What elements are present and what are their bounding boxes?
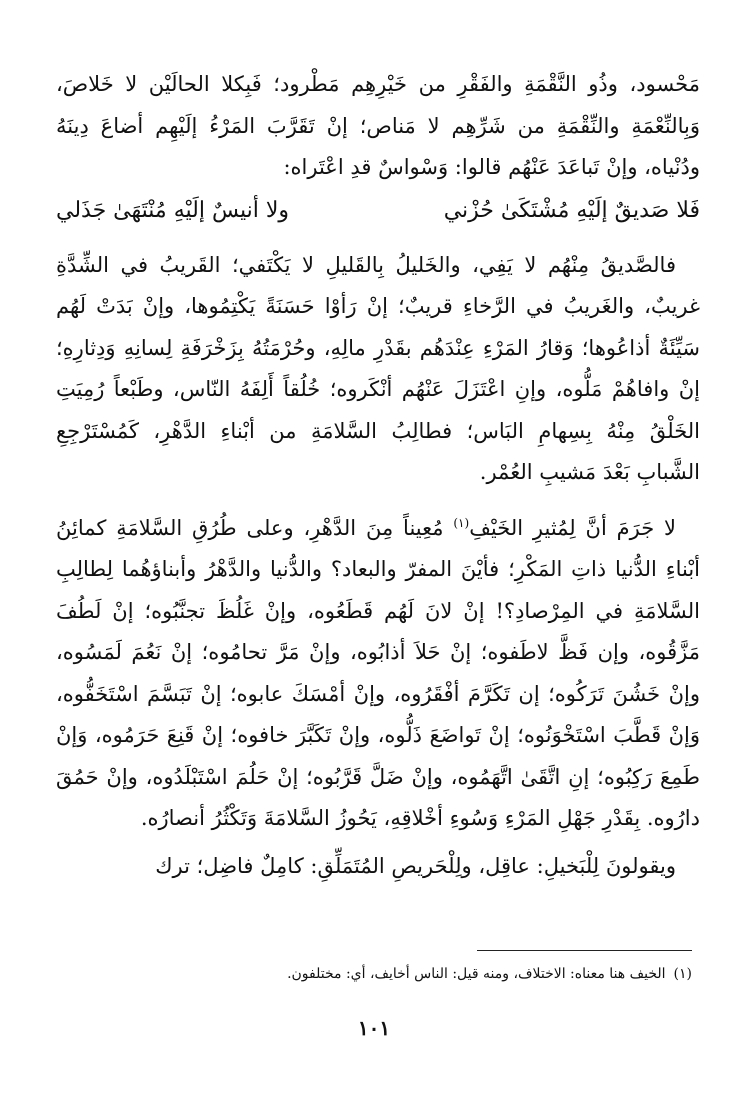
verse-first-hemistich: فَلا صَديقٌ إلَيْهِ مُشْتَكَىٰ حُزْني	[443, 197, 700, 223]
footnote-divider	[477, 950, 692, 951]
verse-second-hemistich: ولا أنيسٌ إلَيْهِ مُنْتَهَىٰ جَذَلي	[56, 197, 290, 223]
paragraph-2: فالصَّديقُ مِنْهُم لا يَفِي، والخَليلُ بِالقَليلِ لا يَكْتَفي؛ القَريبُ في الشِّدَّةِ غريبٌ، والغَريبُ في الرَّخاءِ قريبٌ؛ إنْ رَأوْا حَسَنَةً يَكْتِمُوها، وإنْ بَدَتْ لَهُم سَيِّئَةٌ أذاعُوها؛ وَقارُ المَرْءِ عِنْدَهُم بقَدْرِ مالِهِ، وحُرْمَتُهُ بِزَخْرَفَةِ لِسانِهِ وَدِثارِهِ؛ إنْ وافاهُمْ مَلُّوه، وإنِ اعْتَزَلَ عَنْهُم أنْكَروه؛ خُلُقاً أَلِفَهُ النّاس، وطَبْعاً رُمِيَتِ الخَلْقُ مِنْهُ بِسِهامِ البَاس؛ فطالِبُ السَّلامَةِ من أبْناءِ الدَّهْرِ، كَمُسْتَرْجِعِ الشَّبابِ بَعْدَ مَشيبِ العُمْر.	[56, 252, 700, 484]
poem-verse	[56, 191, 700, 231]
page-body	[56, 64, 700, 887]
page-number: ١٠١	[357, 1016, 391, 1040]
paragraph-1: مَحْسود، وذُو النَّقْمَةِ والفَقْرِ من خَيْرِهِم مَطْرود؛ فَبِكلا الحالَيْن لا خَلاصَ، وَبِالنِّعْمَةِ والنِّقْمَةِ من شَرِّهِم لا مَناص؛ إنْ تَقَرَّبَ المَرْءُ إلَيْهِم أضاعَ دِينَهُ ودُنْياه، وإنْ تَباعَدَ عَنْهُم قالوا: وَسْواسٌ قدِ اعْتَراه:	[56, 72, 700, 179]
paragraph-4: ويقولونَ لِلْبَخيلِ: عاقِل، ولِلْحَريصِ المُتَمَلِّقِ: كامِلٌ فاضِل؛ ترك	[155, 853, 676, 878]
paragraph-3-start: لا جَرَمَ أنَّ لِمُثيرِ الخَيْفِ	[469, 515, 677, 540]
paragraph-3-rest: مُعِيناً مِنَ الدَّهْرِ، وعلى طُرُقِ السَّلامَةِ كمائِنُ أبْناءِ الدُّنيا ذاتِ المَكْرِ؛ فأيْنَ المفرّ والبعاد؟ والدُّنيا والدَّهْرُ وأبناؤهُما لِطالِبِ السَّلامَةِ في المِرْصادِ؟! إنْ لانَ لَهُم قَطَعُوه، وإنْ غَلُظَ تجنَّبُوه؛ إنْ لَطُفَ مَزَّقُوه، وإن فَظَّ لاطَفوه؛ إنْ حَلاَ أذابُوه، وإنْ مَرَّ تحامُوه؛ إنْ نَعُمَ لَمَسُوه، وإنْ خَشُنَ تَرَكُوه؛ إن تَكَرَّمَ أفْقَرُوه، وإنْ أمْسَكَ عابوه؛ إنْ تَبَسَّمَ اسْتَخَفُّوه، وَإنْ قَطَّبَ اسْتَخْوَنُوه؛ إنْ تَواضَعَ ذَلُّوه، وإنْ تَكَبَّرَ خافوه؛ إنْ قَنِعَ حَرَمُوه، وَإنْ طَمِعَ رَكِبُوه؛ إنِ اتَّقَىٰ اتَّهَمُوه، وإنْ ضَلَّ قَرَّبُوه؛ إنْ حَلُمَ اسْتَبْلَدُوه، وإنْ حَمُقَ دارُوه. بِقَدْرِ جَهْلِ المَرْءِ وَسُوءِ أخْلاقِهِ، يَحُوزُ السَّلامَةَ وَتَكْثُرُ أنصارُه.	[56, 515, 700, 830]
footnote-text: الخيف هنا معناه: الاختلاف، ومنه قيل: الناس أخايف، أي: مختلفون.	[287, 966, 666, 982]
paragraph-3	[56, 508, 700, 840]
footnote-reference[interactable]: (١)	[453, 515, 470, 530]
footnote-number: (١)	[673, 966, 692, 982]
footnote	[48, 962, 692, 986]
